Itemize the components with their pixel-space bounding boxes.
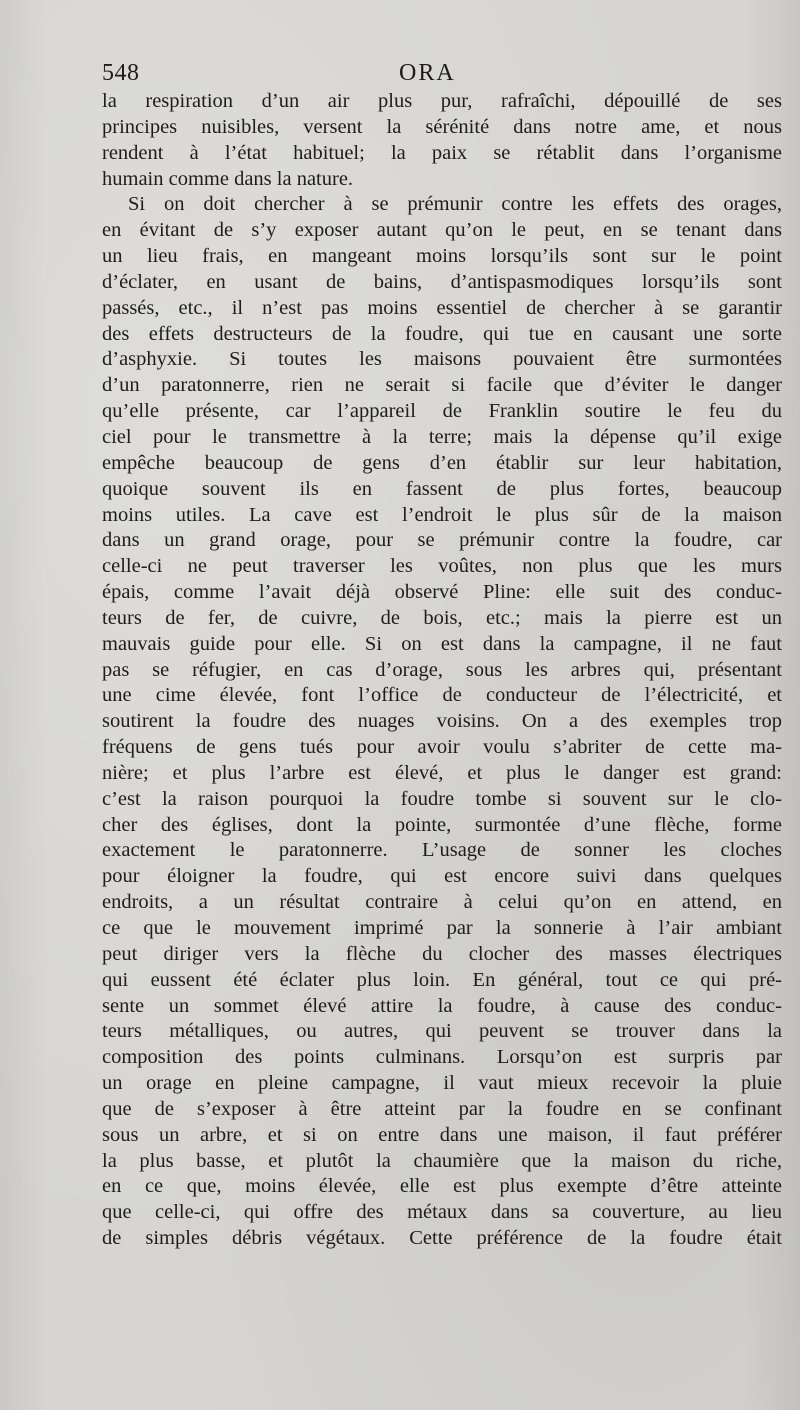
text-line: d’éclater, en usant de bains, d’antispasmodiques lorsqu’ils sont <box>102 270 782 293</box>
text-line: que celle-ci, qui offre des métaux dans sa couverture, au lieu <box>102 1201 782 1224</box>
text-line: une cime élevée, font l’office de conducteur de l’électricité, et <box>102 684 782 707</box>
text-line: nière; et plus l’arbre est élevé, et plus le danger est grand: <box>102 761 782 784</box>
text-line: c’est la raison pourquoi la foudre tombe si souvent sur le clo- <box>102 787 782 810</box>
text-line: principes nuisibles, versent la sérénité dans notre ame, et nous <box>102 115 782 138</box>
text-line: que de s’exposer à être atteint par la foudre en se confinant <box>102 1097 782 1120</box>
text-line: quoique souvent ils en fassent de plus fortes, beaucoup <box>102 477 782 500</box>
text-line: peut diriger vers la flèche du clocher des masses électriques <box>102 942 782 965</box>
text-line: teurs métalliques, ou autres, qui peuvent se trouver dans la <box>102 1020 782 1043</box>
text-line: la respiration d’un air plus pur, rafraîchi, dépouillé de ses <box>102 90 782 112</box>
text-line: composition des points culminans. Lorsqu’on est surpris par <box>102 1046 782 1069</box>
page-number: 548 <box>102 60 140 86</box>
text-line: un orage en pleine campagne, il vaut mieux recevoir la pluie <box>102 1072 782 1095</box>
text-line: des effets destructeurs de la foudre, qui tue en causant une sorte <box>102 322 782 345</box>
text-line: cher des églises, dont la pointe, surmontée d’une flèche, forme <box>102 813 782 836</box>
text-line: celle-ci ne peut traverser les voûtes, non plus que les murs <box>102 555 782 578</box>
text-line: épais, comme l’avait déjà observé Pline: elle suit des conduc- <box>102 581 782 604</box>
running-title: ORA <box>399 60 456 86</box>
text-line: sente un sommet élevé attire la foudre, à cause des conduc- <box>102 994 782 1017</box>
text-line: en ce que, moins élevée, elle est plus exempte d’être atteinte <box>102 1175 782 1198</box>
text-line: humain comme dans la nature. <box>102 167 354 190</box>
text-line: ciel pour le transmettre à la terre; mais la dépense qu’il exige <box>102 425 782 448</box>
text-line: teurs de fer, de cuivre, de bois, etc.; mais la pierre est un <box>102 606 782 629</box>
text-line: dans un grand orage, pour se prémunir contre la foudre, car <box>102 529 782 552</box>
text-line: sous un arbre, et si on entre dans une maison, il faut préférer <box>102 1123 782 1146</box>
text-line: d’asphyxie. Si toutes les maisons pouvaient être surmontées <box>102 348 782 371</box>
text-line: pas se réfugier, en cas d’orage, sous les arbres qui, présentant <box>102 658 782 681</box>
text-line: Si on doit chercher à se prémunir contre les effets des orages, <box>128 193 782 216</box>
text-line: passés, etc., il n’est pas moins essentiel de chercher à se garantir <box>102 296 782 319</box>
text-line: endroits, a un résultat contraire à celui qu’on en attend, en <box>102 891 782 914</box>
text-line: en évitant de s’y exposer autant qu’on le peut, en se tenant dans <box>102 219 782 242</box>
running-head <box>102 60 782 90</box>
text-line: pour éloigner la foudre, qui est encore suivi dans quelques <box>102 865 782 888</box>
text-line: fréquens de gens tués pour avoir voulu s’abriter de cette ma- <box>102 736 782 759</box>
text-line: empêche beaucoup de gens d’en établir sur leur habitation, <box>102 451 782 474</box>
text-line: mauvais guide pour elle. Si on est dans la campagne, il ne faut <box>102 632 782 655</box>
text-line: exactement le paratonnerre. L’usage de sonner les cloches <box>102 839 782 862</box>
body-text <box>102 89 782 1252</box>
text-line: la plus basse, et plutôt la chaumière que la maison du riche, <box>102 1149 782 1172</box>
text-line: rendent à l’état habituel; la paix se rétablit dans l’organisme <box>102 141 782 164</box>
text-line: moins utiles. La cave est l’endroit le plus sûr de la maison <box>102 503 782 526</box>
text-line: d’un paratonnerre, rien ne serait si facile que d’éviter le danger <box>102 374 782 397</box>
text-line: qu’elle présente, car l’appareil de Franklin soutire le feu du <box>102 400 782 423</box>
text-line: un lieu frais, en mangeant moins lorsqu’ils sont sur le point <box>102 245 782 268</box>
text-line: soutirent la foudre des nuages voisins. On a des exemples trop <box>102 710 782 733</box>
text-line: qui eussent été éclater plus loin. En général, tout ce qui pré- <box>102 968 782 991</box>
text-line: de simples débris végétaux. Cette préférence de la foudre était <box>102 1227 782 1250</box>
text-line: ce que le mouvement imprimé par la sonnerie à l’air ambiant <box>102 917 782 939</box>
